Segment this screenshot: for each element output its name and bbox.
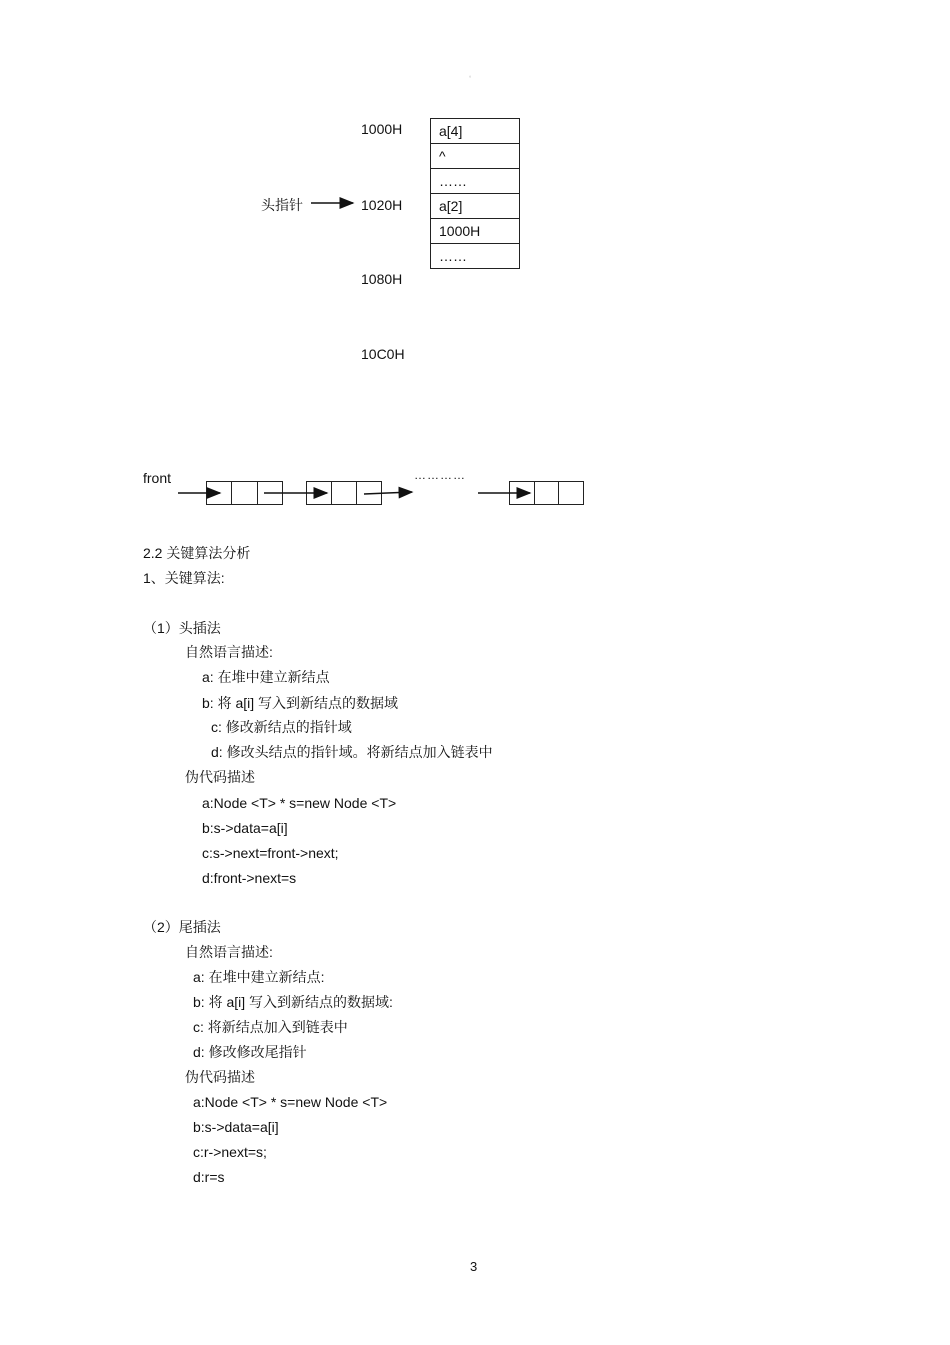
address-label: 1080H <box>361 271 403 287</box>
natural-step: a: 在堆中建立新结点 <box>202 669 330 685</box>
natural-step: c: 修改新结点的指针域 <box>211 719 352 735</box>
address-label: 10C0H <box>361 346 405 362</box>
natural-language-label: 自然语言描述: <box>185 644 273 660</box>
front-label: front <box>143 470 172 486</box>
list-node <box>206 481 283 505</box>
natural-step: d: 修改头结点的指针域。将新结点加入链表中 <box>211 744 493 760</box>
pseudocode-label: 伪代码描述 <box>185 1069 255 1085</box>
pseudocode-step: a:Node <T> * s=new Node <T> <box>193 1094 388 1110</box>
address-label: 1020H <box>361 197 403 213</box>
list-node <box>306 481 382 505</box>
address-label: 1000H <box>361 121 403 137</box>
natural-step: b: 将 a[i] 写入到新结点的数据域: <box>193 994 393 1010</box>
memory-cell: …… <box>431 244 520 269</box>
memory-cell: a[2] <box>431 194 520 219</box>
section-heading: 2.2 关键算法分析 <box>143 545 251 561</box>
natural-step: a: 在堆中建立新结点: <box>193 969 325 985</box>
list-ellipsis: ………… <box>414 468 466 482</box>
pseudocode-step: c:r->next=s; <box>193 1144 267 1160</box>
page-number: 3 <box>470 1259 478 1274</box>
pseudocode-label: 伪代码描述 <box>185 769 255 785</box>
pseudocode-step: d:r=s <box>193 1169 225 1185</box>
list-node <box>509 481 584 505</box>
head-pointer-label: 头指针 <box>261 197 303 213</box>
memory-table <box>430 118 520 269</box>
pseudocode-step: a:Node <T> * s=new Node <T> <box>202 795 397 811</box>
pseudocode-step: b:s->data=a[i] <box>193 1119 279 1135</box>
method-title: （1）头插法 <box>143 620 221 636</box>
memory-cell: …… <box>431 169 520 194</box>
memory-cell: ^ <box>431 144 520 169</box>
pseudocode-step: b:s->data=a[i] <box>202 820 288 836</box>
section-subheading: 1、关键算法: <box>143 570 225 586</box>
natural-step: b: 将 a[i] 写入到新结点的数据域 <box>202 695 399 711</box>
method-title: （2）尾插法 <box>143 919 221 935</box>
memory-cell: 1000H <box>431 219 520 244</box>
pseudocode-step: d:front->next=s <box>202 870 297 886</box>
natural-language-label: 自然语言描述: <box>185 944 273 960</box>
header-mark: 。 <box>469 73 476 79</box>
natural-step: d: 修改修改尾指针 <box>193 1044 307 1060</box>
natural-step: c: 将新结点加入到链表中 <box>193 1019 348 1035</box>
memory-cell: a[4] <box>431 119 520 144</box>
pseudocode-step: c:s->next=front->next; <box>202 845 339 861</box>
